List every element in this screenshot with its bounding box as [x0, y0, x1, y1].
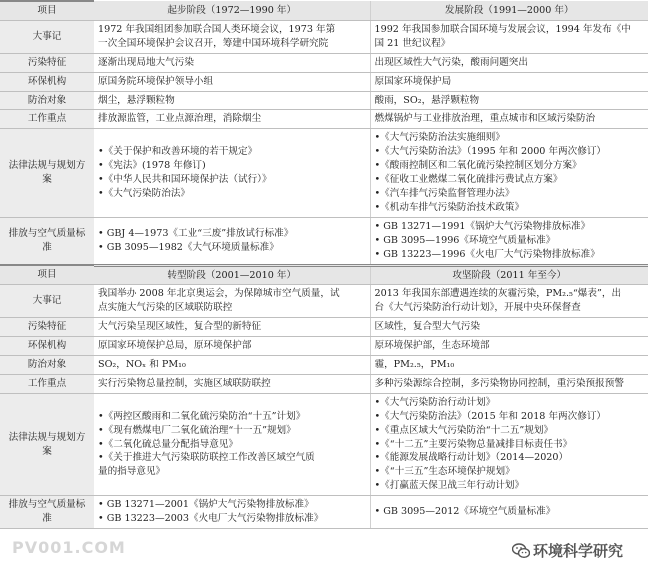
table-row [0, 393, 648, 495]
cell-line: •《征收工业燃煤二氧化硫排污费试点方案》 [374, 174, 563, 186]
cell-line: 燃煤锅炉与工业排放治理，重点城市和区域污染防治 [374, 113, 596, 125]
cell-line: 出现区域性大气污染，酸雨问题突出 [374, 56, 528, 68]
cell-line: 原国家环境保护局 [374, 75, 452, 87]
row-label: 防治对象 [0, 91, 94, 110]
cell-line: 区域性，复合型大气污染 [374, 321, 481, 333]
section-header-row [0, 1, 648, 20]
cell-c3 [370, 110, 648, 129]
cell-line: 1992 年我国参加联合国环境与发展会议，1994 年发布《中 [374, 23, 631, 35]
cell-line: •《重点区域大气污染防治“十二五”规划》 [374, 424, 554, 436]
row-label: 法律法规与规划方案 [0, 393, 94, 495]
cell-c3 [370, 72, 648, 91]
table-row [0, 337, 648, 356]
watermark-right [512, 540, 623, 561]
cell-line: 量的指导意见》 [98, 466, 166, 478]
cell-line: 点实施大气污染的区域联防联控 [98, 302, 233, 314]
table-row [0, 20, 648, 53]
row-label: 排放与空气质量标准 [0, 217, 94, 265]
cell-line: • GB 13223—1996《火电厂大气污染物排放标准》 [374, 248, 600, 260]
row-label: 环保机构 [0, 72, 94, 91]
cell-line: •《酸雨控制区和二氧化硫污染控制区划分方案》 [374, 160, 582, 172]
cell-line: 我国举办 2008 年北京奥运会，为保障城市空气质量，试 [98, 288, 340, 300]
cell-line: 实行污染物总量控制，实施区域联防联控 [98, 377, 271, 389]
cell-line: •《关于推进大气污染联防联控工作改善区域空气质 [98, 452, 315, 464]
cell-line: • GB 13223—2003《火电厂大气污染物排放标准》 [98, 513, 324, 525]
cell-line: •《关于保护和改善环境的若干规定》 [98, 146, 258, 158]
column-header: 转型阶段（2001—2010 年） [94, 265, 370, 285]
table-row [0, 129, 648, 217]
column-header: 攻坚阶段（2011 年至今） [370, 265, 648, 285]
cell-c3 [370, 129, 648, 217]
cell-line: 一次全国环境保护会议召开，筹建中国环境科学研究院 [98, 37, 329, 49]
row-label: 防治对象 [0, 356, 94, 375]
cell-c2 [94, 374, 370, 393]
cell-c2 [94, 91, 370, 110]
cell-line: •《大气污染防治法》 [98, 187, 191, 199]
cell-line: •《大气污染防治法实施细则》 [374, 132, 505, 144]
cell-line: • GB 13271—2001《锅炉大气污染物排放标准》 [98, 499, 314, 511]
row-label: 环保机构 [0, 337, 94, 356]
cell-c3 [370, 217, 648, 265]
cell-c2 [94, 20, 370, 53]
column-header: 项目 [0, 1, 94, 20]
row-label: 法律法规与规划方案 [0, 129, 94, 217]
cell-line: •《打赢蓝天保卫战三年行动计划》 [374, 480, 525, 492]
cell-c2 [94, 129, 370, 217]
row-label: 排放与空气质量标准 [0, 496, 94, 529]
table-row [0, 496, 648, 529]
cell-line: • GB 13271—1991《锅炉大气污染物排放标准》 [374, 220, 591, 232]
cell-c2 [94, 53, 370, 72]
column-header: 项目 [0, 265, 94, 285]
table-row [0, 110, 648, 129]
table-row [0, 72, 648, 91]
cell-line: •《两控区酸雨和二氧化硫污染防治“十五”计划》 [98, 410, 306, 422]
cell-line: •《大气污染防治法》（2015 年和 2018 年两次修订） [374, 410, 607, 422]
cell-line: 台《大气污染防治行动计划》，开展中央环保督查 [374, 302, 581, 314]
row-label: 污染特征 [0, 318, 94, 337]
watermark-right-text: 环境科学研究 [533, 542, 624, 560]
column-header: 起步阶段（1972—1990 年） [94, 1, 370, 20]
cell-line: 烟尘，悬浮颗粒物 [98, 94, 175, 106]
cell-line: • GB 3095—1996《环境空气质量标准》 [374, 234, 556, 246]
cell-c2 [94, 318, 370, 337]
cell-line: • GB 3095—1982《大气环境质量标准》 [98, 241, 279, 253]
cell-line: •《二氧化硫总量分配指导意见》 [98, 438, 238, 450]
watermark-left: PV001.COM [12, 538, 126, 557]
cell-c3 [370, 53, 648, 72]
cell-line: 国 21 世纪议程》 [374, 37, 451, 49]
cell-c2 [94, 285, 370, 318]
row-label: 大事记 [0, 20, 94, 53]
section-header-row [0, 265, 648, 285]
table-row [0, 91, 648, 110]
cell-line: •《宪法》(1978 年修订) [98, 160, 206, 172]
cell-c2 [94, 356, 370, 375]
cell-line: 酸雨，SO₂，悬浮颗粒物 [374, 94, 480, 106]
cell-line: 2013 年我国东部遭遇连续的灰霾污染，PM₂.₅“爆表”，出 [374, 288, 622, 300]
cell-line: 霾，PM₂.₅，PM₁₀ [374, 359, 455, 371]
cell-c2 [94, 337, 370, 356]
cell-c2 [94, 217, 370, 265]
table-row [0, 285, 648, 318]
cell-line: •《机动车排气污染防治技术政策》 [374, 201, 525, 213]
cell-line: 逐渐出现局地大气污染 [98, 56, 194, 68]
cell-line: SO₂，NOₓ 和 PM₁₀ [98, 359, 186, 371]
cell-line: • GBJ 4—1973《工业“三废”排放试行标准》 [98, 227, 294, 239]
cell-line: 1972 年我国组团参加联合国人类环境会议，1973 年第 [98, 23, 336, 35]
table-row [0, 374, 648, 393]
row-label: 工作重点 [0, 374, 94, 393]
cell-line: • GB 3095—2012《环境空气质量标准》 [374, 506, 556, 518]
cell-line: 排放源监管，工业点源治理，消除烟尘 [98, 113, 262, 125]
table-row [0, 217, 648, 265]
cell-line: •《“十二五”主要污染物总量减排目标责任书》 [374, 438, 573, 450]
cell-line: •《中华人民共和国环境保护法（试行）》 [98, 174, 272, 186]
cell-line: •《汽车排气污染监督管理办法》 [374, 187, 515, 199]
row-label: 大事记 [0, 285, 94, 318]
row-label: 工作重点 [0, 110, 94, 129]
cell-c3 [370, 393, 648, 495]
row-label: 污染特征 [0, 53, 94, 72]
column-header: 发展阶段（1991—2000 年） [370, 1, 648, 20]
cell-c3 [370, 285, 648, 318]
cell-line: •《现有燃煤电厂二氧化硫治理“十一五”规划》 [98, 424, 296, 436]
cell-line: •《大气污染防治行动计划》 [374, 396, 496, 408]
cell-line: •《能源发展战略行动计划》（2014—2020） [374, 452, 569, 464]
cell-line: 原环境保护部，生态环境部 [374, 340, 490, 352]
cell-c2 [94, 393, 370, 495]
cell-line: 原国家环境保护总局，原环境保护部 [98, 340, 252, 352]
cell-c3 [370, 91, 648, 110]
cell-c3 [370, 356, 648, 375]
cell-c3 [370, 337, 648, 356]
cell-c2 [94, 110, 370, 129]
cell-c3 [370, 318, 648, 337]
cell-c3 [370, 20, 648, 53]
cell-line: 大气污染呈现区域性，复合型的新特征 [98, 321, 262, 333]
cell-c3 [370, 496, 648, 529]
table-row [0, 356, 648, 375]
table-row [0, 53, 648, 72]
cell-c3 [370, 374, 648, 393]
cell-line: •《“十三五”生态环境保护规划》 [374, 466, 515, 478]
cell-line: •《大气污染防治法》（1995 年和 2000 年两次修订） [374, 146, 607, 158]
cell-line: 多种污染源综合控制，多污染物协同控制，重污染预报预警 [374, 377, 624, 389]
cell-c2 [94, 496, 370, 529]
cell-line: 原国务院环境保护领导小组 [98, 75, 214, 87]
wechat-icon [512, 543, 530, 559]
cell-c2 [94, 72, 370, 91]
table-row [0, 318, 648, 337]
